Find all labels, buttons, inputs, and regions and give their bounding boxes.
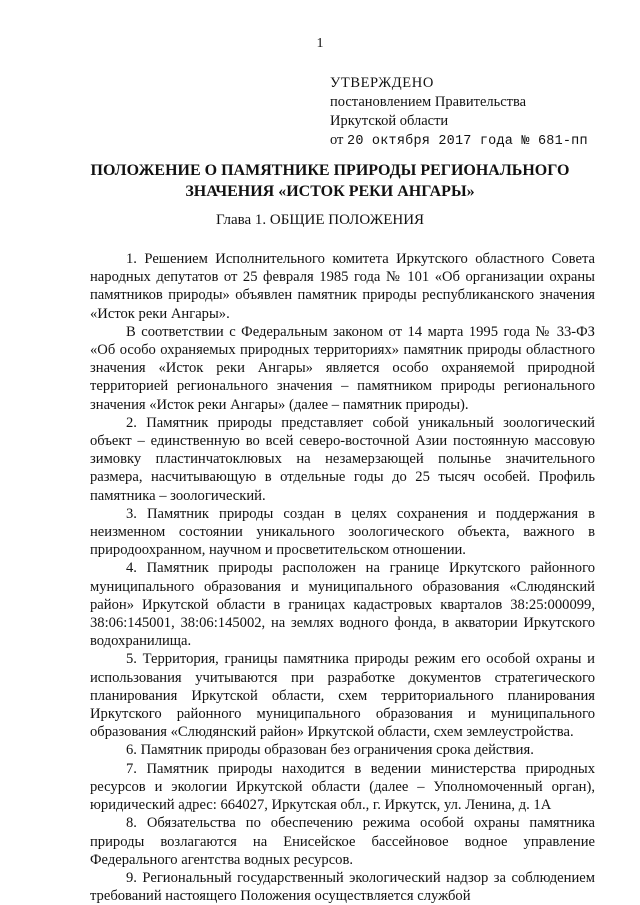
paragraph: 7. Памятник природы находится в ведении министерства природных ресурсов и экологии Иркутской области (далее – Уполномоченный орган), юридический адрес: 664027, Иркутская обл., г. Иркутск, ул. Ленина, д. 1А	[90, 760, 595, 814]
paragraph: 9. Региональный государственный экологический надзор за соблюдением требований настоящего Положения осуществляется службой	[90, 869, 595, 905]
chapter-heading: Глава 1. ОБЩИЕ ПОЛОЖЕНИЯ	[215, 212, 425, 228]
paragraph: 3. Памятник природы создан в целях сохранения и поддержания в неизменном состоянии уникального зоологического объекта, важного в природоохранном, научном и просветительском отношении.	[90, 505, 595, 559]
paragraph: В соответствии с Федеральным законом от 14 марта 1995 года № 33-ФЗ «Об особо охраняемых природных территориях» памятник природы областного значения «Исток реки Ангары» является особо охраняемой природной территорией регионального значения – памятником природы регионального значения «Исток реки Ангары» (далее – памятник природы).	[90, 323, 595, 413]
approval-line-1: постановлением Правительства	[330, 94, 527, 110]
approval-date-value: 20 октября 2017 года № 681-пп	[347, 134, 588, 149]
paragraph: 1. Решением Исполнительного комитета Иркутского областного Совета народных депутатов от 25 февраля 1985 года № 101 «Об организации охраны памятников природы» объявлен памятник природы республиканского значения «Исток реки Ангары».	[90, 251, 595, 322]
page-number: 1	[316, 36, 324, 51]
document-body	[90, 250, 595, 905]
paragraph: 8. Обязательства по обеспечению режима особой охраны памятника природы возлагаются на Енисейское бассейновое водное управление Федерального агентства водных ресурсов.	[90, 815, 595, 868]
approval-heading: УТВЕРЖДЕНО	[330, 75, 434, 91]
paragraph: 6. Памятник природы образован без ограничения срока действия.	[126, 742, 534, 759]
approval-block	[330, 74, 588, 151]
paragraph: 2. Памятник природы представляет собой уникальный зоологический объект – единственную во всей северо-восточной Азии постоянную массовую зимовку пластинчатоклювых на незамерзающей полынье значительного размера, насчитывающую в отдельные годы до 25 тысяч особей. Профиль памятника – зоологический.	[90, 414, 595, 504]
paragraph: 4. Памятник природы расположен на границе Иркутского районного муниципального образования и муниципального образования «Слюдянский район» Иркутской области в границах кадастровых кварталов 38:25:000099, 38:06:145001, 38:06:145002, на землях водного фонда, в акватории Иркутского водохранилища.	[90, 560, 595, 650]
approval-date-prefix: от	[330, 132, 344, 148]
document-title: ПОЛОЖЕНИЕ О ПАМЯТНИКЕ ПРИРОДЫ РЕГИОНАЛЬНОГО ЗНАЧЕНИЯ «ИСТОК РЕКИ АНГАРЫ»	[90, 162, 570, 200]
paragraph: 5. Территория, границы памятника природы режим его особой охраны и использования учитываются при разработке документов стратегического планирования Иркутской области, схем территориального планирования Иркутского районного муниципального образования и муниципального образования «Слюдянский район» Иркутской области, схем землеустройства.	[90, 651, 595, 741]
approval-line-2: Иркутской области	[330, 113, 449, 129]
approval-date-line	[330, 131, 588, 151]
